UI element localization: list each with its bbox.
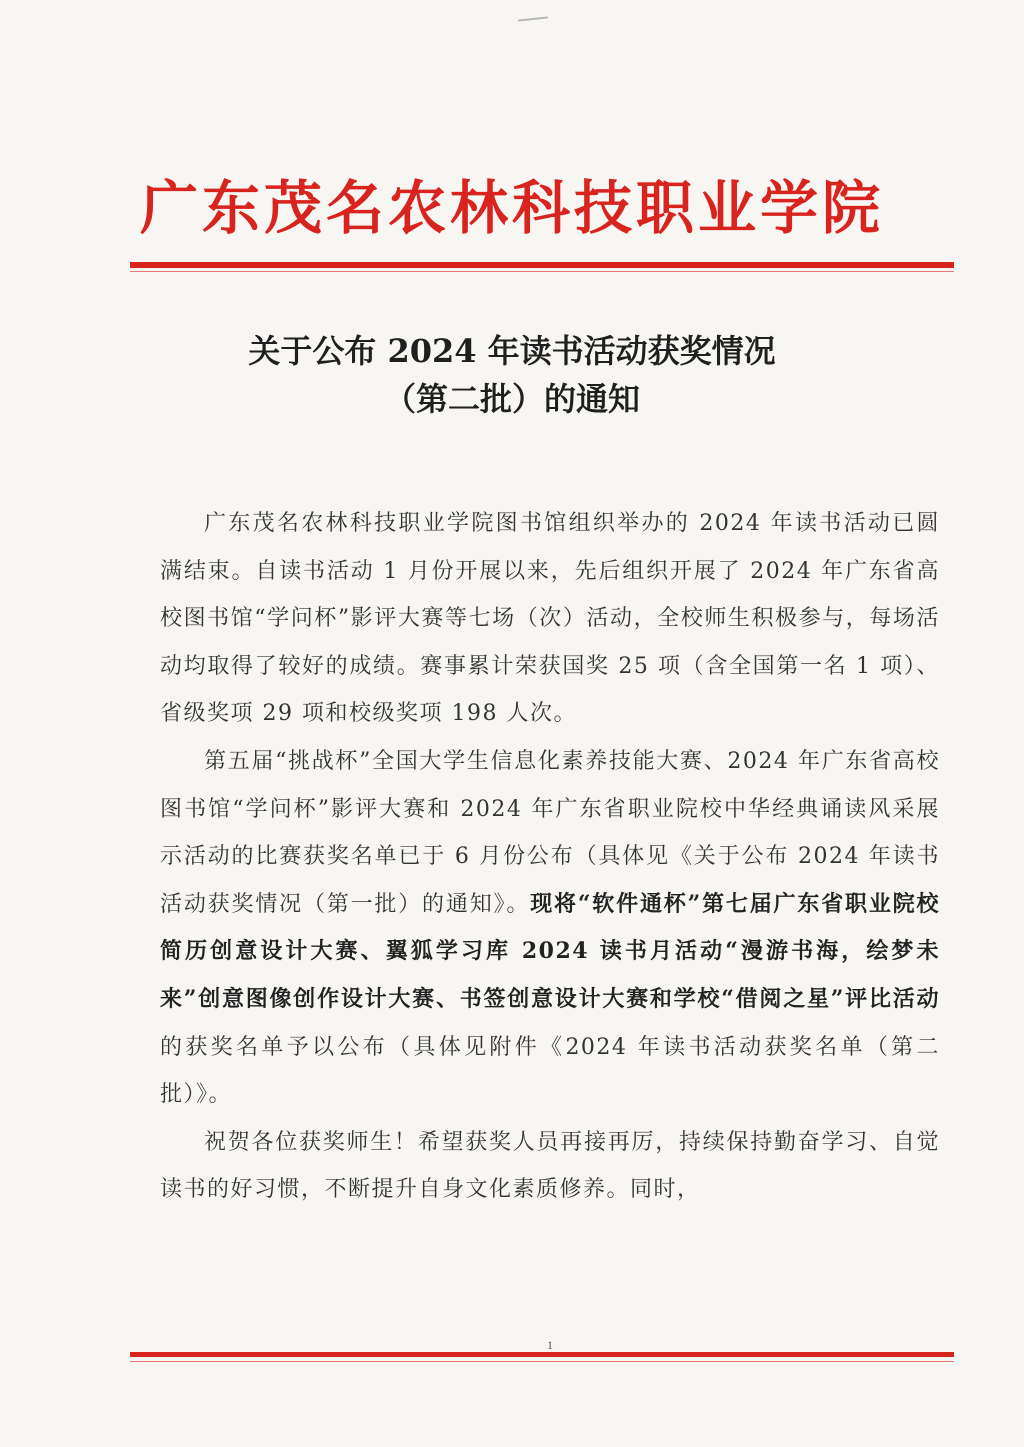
paragraph-1: 广东茂名农林科技职业学院图书馆组织举办的 2024 年读书活动已圆满结束。自读书活动 1 月份开展以来，先后组织开展了 2024 年广东省高校图书馆“学问杯”影评大赛等七场（次）活动，全校师生积极参与，每场活动均取得了较好的成绩。赛事累计荣获国奖 25 项（含全国第一名 1 项）、省级奖项 29 项和校级奖项 198 人次。 — [160, 511, 940, 727]
page-number: 1 — [547, 1338, 553, 1352]
scan-mark — [518, 16, 548, 21]
paragraph-2-end: 的获奖名单予以公布（具体见附件《2024 年读书活动获奖名单（第二批）》。 — [160, 1034, 940, 1108]
notice-body — [160, 500, 940, 1214]
footer-red-rule — [130, 1352, 954, 1357]
paragraph-3: 祝贺各位获奖师生！希望获奖人员再接再厉，持续保持勤奋学习、自觉读书的好习惯，不断提升自身文化素质修养。同时， — [160, 1129, 940, 1203]
paragraph-2-intro: 第五届“挑战杯”全国大学生信息化素养技能大赛、2024 年广东省高校图书馆“学问杯”影评大赛和 2024 年广东省职业院校中华经典诵读风采展示活动的比赛获奖名单已于 6 月份公布（具体见《关于公布 2024 年读书活动获奖情况（第一批）的通知》。 — [160, 748, 940, 917]
institution-header: 广东茂名农林科技职业学院 — [139, 174, 884, 242]
notice-title-line-1: 关于公布 2024 年读书活动获奖情况 — [248, 332, 776, 370]
notice-title-line-2: （第二批）的通知 — [383, 380, 640, 418]
paragraph-2-bold: 现将“软件通杯”第七届广东省职业院校简历创意设计大赛、翼狐学习库 2024 读书月活动“漫游书海，绘梦未来”创意图像创作设计大赛、书签创意设计大赛和学校“借阅之星”评比活动 — [160, 890, 940, 1012]
header-red-rule — [130, 262, 954, 268]
paragraph-2 — [160, 738, 940, 1119]
header-red-rule-thin — [130, 271, 954, 272]
footer-red-rule-thin — [130, 1361, 954, 1362]
